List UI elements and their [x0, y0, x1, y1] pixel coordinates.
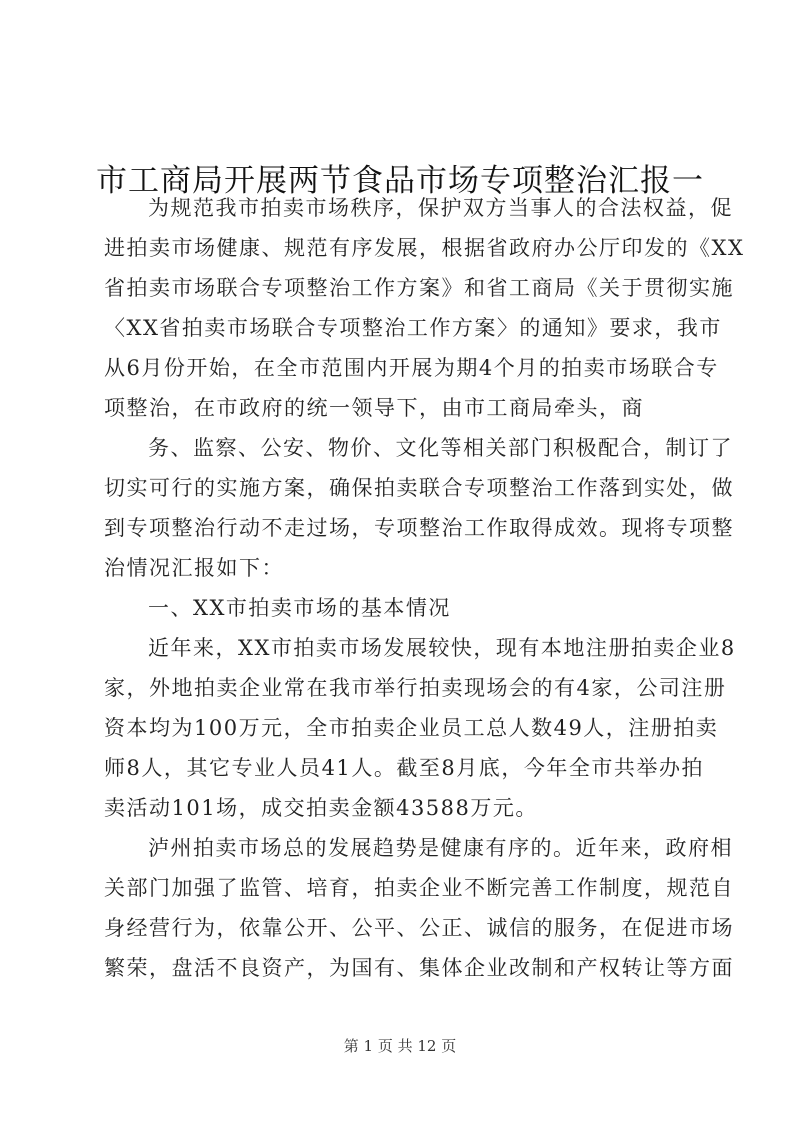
text-line: 治情况汇报如下：	[104, 556, 284, 580]
text-line: 近年来，XX市拍卖市场发展较快，现有本地注册拍卖企业8	[148, 636, 736, 660]
text-line: 身经营行为，依靠公开、公平、公正、诚信的服务，在促进市场	[104, 916, 734, 940]
page-indicator: 第 1 页 共 12 页	[343, 1037, 457, 1055]
text-line: 省拍卖市场联合专项整治工作方案》和省工商局《关于贯彻实施	[104, 276, 734, 300]
document-body	[104, 188, 745, 988]
text-line: 到专项整治行动不走过场，专项整治工作取得成效。现将专项整	[104, 516, 734, 540]
page-footer	[0, 1036, 800, 1056]
text-line: 为规范我市拍卖市场秩序，保护双方当事人的合法权益，促	[148, 196, 733, 220]
text-line: 进拍卖市场健康、规范有序发展，根据省政府办公厅印发的《XX	[104, 236, 745, 260]
text-line: 泸州拍卖市场总的发展趋势是健康有序的。近年来，政府相	[148, 836, 733, 860]
text-line: 从6月份开始，在全市范围内开展为期4个月的拍卖市场联合专	[104, 356, 719, 380]
text-line: 〈XX省拍卖市场联合专项整治工作方案〉的通知》要求，我市	[104, 316, 722, 340]
document-title: 市工商局开展两节食品市场专项整治汇报一	[96, 162, 704, 199]
text-line: 切实可行的实施方案，确保拍卖联合专项整治工作落到实处，做	[104, 476, 734, 500]
section-heading: 一、XX市拍卖市场的基本情况	[148, 596, 451, 620]
text-line: 卖活动101场，成交拍卖金额43588万元。	[104, 796, 538, 820]
text-line: 家，外地拍卖企业常在我市举行拍卖现场会的有4家，公司注册	[104, 676, 727, 700]
text-line: 务、监察、公安、物价、文化等相关部门积极配合，制订了	[148, 436, 733, 460]
text-line: 资本均为100万元，全市拍卖企业员工总人数49人，注册拍卖	[104, 716, 719, 740]
text-line: 关部门加强了监管、培育，拍卖企业不断完善工作制度，规范自	[104, 876, 734, 900]
text-line: 繁荣，盘活不良资产，为国有、集体企业改制和产权转让等方面	[104, 956, 734, 980]
text-line: 项整治，在市政府的统一领导下，由市工商局牵头，商	[104, 396, 644, 420]
text-line: 师8人，其它专业人员41人。截至8月底，今年全市共举办拍	[104, 756, 704, 780]
